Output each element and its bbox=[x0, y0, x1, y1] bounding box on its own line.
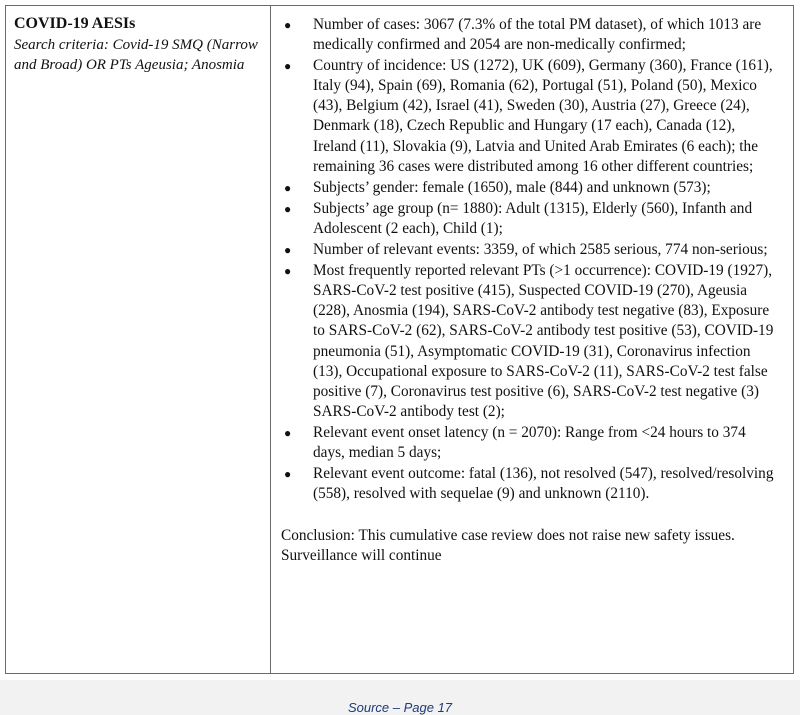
list-item bbox=[281, 240, 781, 260]
bullet-icon: ● bbox=[284, 467, 292, 482]
aesi-title: COVID-19 AESIs bbox=[14, 15, 136, 32]
list-item bbox=[281, 178, 781, 198]
list-item-text: Country of incidence: US (1272), UK (609), Germany (360), France (161), Italy (94), Spain (69), Romania (62), Portugal (51), Poland (50), Mexico (43), Belgium (42), Israel (41), Sweden (30), Austria (27), Greece (24), Denmark (18), Czech Republic and Hungary (17 each), Canada (12), Ireland (11), Slovakia (9), Latvia and United Arab Emirates (6 each); the remaining 36 cases were distributed among 16 other different countries; bbox=[313, 57, 773, 175]
bullet-icon: ● bbox=[284, 59, 292, 74]
source-caption: Source – Page 17 bbox=[347, 700, 453, 715]
list-item-text: Number of cases: 3067 (7.3% of the total PM dataset), of which 1013 are medically confirmed and 2054 are non-medically confirmed; bbox=[313, 16, 762, 54]
aesi-table bbox=[5, 5, 794, 674]
bullet-icon: ● bbox=[284, 264, 292, 279]
bullet-icon: ● bbox=[284, 201, 292, 216]
list-item bbox=[281, 423, 781, 463]
list-item-text: Subjects’ age group (n= 1880): Adult (1315), Elderly (560), Infanth and Adolescent (2 each), Child (1); bbox=[313, 199, 753, 237]
list-item-text: Subjects’ gender: female (1650), male (844) and unknown (573); bbox=[313, 178, 711, 196]
bullet-icon: ● bbox=[284, 243, 292, 258]
list-item-text: Relevant event onset latency (n = 2070): Range from <24 hours to 374 days, median 5 days; bbox=[313, 423, 746, 461]
conclusion-text: Conclusion: This cumulative case review does not raise new safety issues. Surveillance will continue bbox=[281, 527, 735, 565]
details-list bbox=[281, 15, 781, 504]
search-criteria: Search criteria: Covid-19 SMQ (Narrow and Broad) OR PTs Ageusia; Anosmia bbox=[14, 37, 258, 73]
bullet-icon: ● bbox=[284, 18, 292, 32]
aesi-details-cell bbox=[271, 6, 793, 673]
list-item bbox=[281, 15, 781, 55]
aesi-label-cell bbox=[6, 6, 271, 673]
bullet-icon: ● bbox=[284, 425, 292, 440]
list-item bbox=[281, 464, 781, 504]
list-item-text: Relevant event outcome: fatal (136), not resolved (547), resolved/resolving (558), resolved with sequelae (9) and unknown (2110). bbox=[313, 465, 774, 503]
list-item-text: Number of relevant events: 3359, of which 2585 serious, 774 non-serious; bbox=[313, 241, 768, 259]
list-item bbox=[281, 261, 781, 422]
bullet-icon: ● bbox=[284, 180, 292, 195]
list-item bbox=[281, 199, 781, 239]
list-item bbox=[281, 56, 781, 177]
list-item-text: Most frequently reported relevant PTs (>1 occurrence): COVID-19 (1927), SARS-CoV-2 test positive (415), Suspected COVID-19 (270), Ageusia (228), Anosmia (194), SARS-CoV-2 antibody test negative (83), Exposure to SARS-CoV-2 (62), SARS-CoV-2 antibody test positive (53), COVID-19 pneumonia (51), Asymptomatic COVID-19 (31), Coronavirus infection (13), Occupational exposure to SARS-CoV-2 (11), SARS-CoV-2 test false positive (7), Coronavirus test positive (6), SARS-CoV-2 test negative (3) SARS-CoV-2 antibody test (2); bbox=[313, 262, 774, 420]
